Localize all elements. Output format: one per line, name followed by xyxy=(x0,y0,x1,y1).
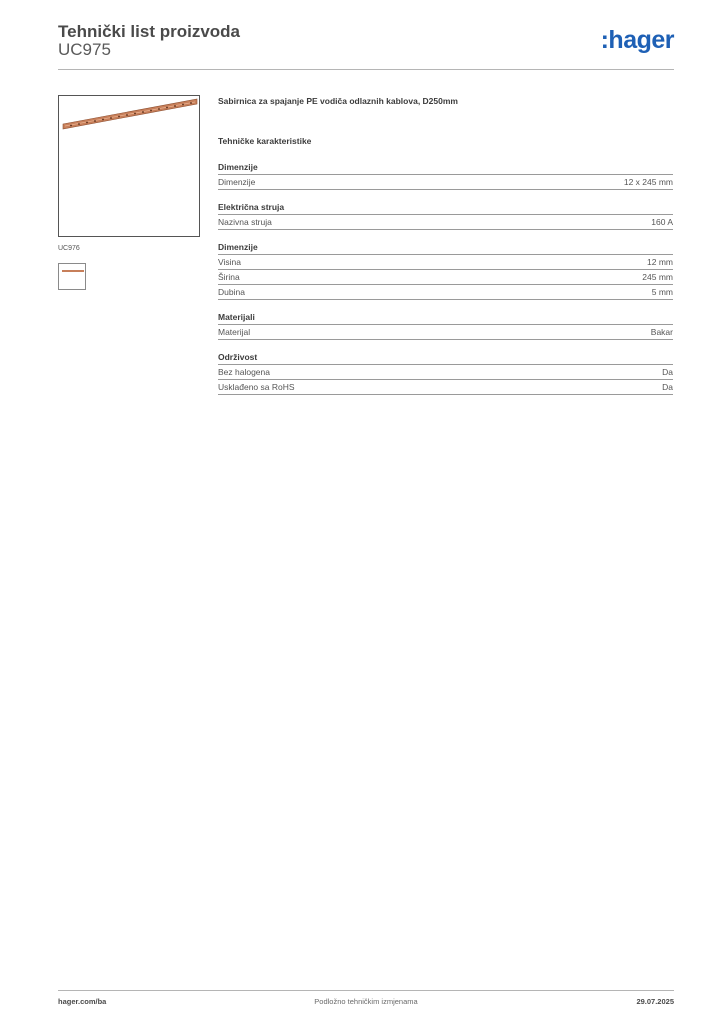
hager-logo: :hager xyxy=(600,26,674,54)
group-title: Dimenzije xyxy=(218,241,673,255)
product-code: UC975 xyxy=(58,40,111,59)
spec-group-sustainability xyxy=(218,351,673,395)
spec-value: Da xyxy=(662,382,673,392)
spec-row xyxy=(218,255,673,270)
spec-group-electric-current xyxy=(218,201,673,230)
spec-value: Da xyxy=(662,367,673,377)
copper-busbar-thumbnail xyxy=(59,264,87,291)
spec-row xyxy=(218,175,673,190)
spec-row xyxy=(218,325,673,340)
page-header xyxy=(58,20,674,70)
image-thumbnail[interactable] xyxy=(58,263,86,290)
spec-value: Bakar xyxy=(650,327,673,337)
footer-date: 29.07.2025 xyxy=(636,997,674,1006)
image-caption: UC976 xyxy=(58,245,80,252)
spec-value: 12 mm xyxy=(647,257,673,267)
spec-label: Materijal xyxy=(218,327,251,337)
group-title: Dimenzije xyxy=(218,161,673,175)
spec-row xyxy=(218,380,673,395)
spec-label: Nazivna struja xyxy=(218,217,272,227)
spec-group-dimensions-detail xyxy=(218,241,673,300)
spec-label: Dubina xyxy=(218,287,245,297)
spec-row xyxy=(218,215,673,230)
footer-divider xyxy=(58,990,674,991)
copper-busbar-image xyxy=(59,96,201,238)
spec-group-materials xyxy=(218,311,673,340)
spec-group-dimensions xyxy=(218,161,673,190)
group-title: Električna struja xyxy=(218,201,673,215)
spec-value: 245 mm xyxy=(642,272,673,282)
footer-website-link[interactable]: hager.com/ba xyxy=(58,997,107,1006)
spec-row xyxy=(218,270,673,285)
spec-row xyxy=(218,285,673,300)
spec-value: 160 A xyxy=(651,217,673,227)
group-title: Materijali xyxy=(218,311,673,325)
group-title: Održivost xyxy=(218,351,673,365)
spec-label: Bez halogena xyxy=(218,367,270,377)
product-description: Sabirnica za spajanje PE vodiča odlaznih kablova, D250mm xyxy=(218,96,458,106)
footer-note: Podložno tehničkim izmjenama xyxy=(314,997,418,1006)
section-title: Tehničke karakteristike xyxy=(218,136,312,146)
spec-row xyxy=(218,365,673,380)
header-divider xyxy=(58,69,674,70)
product-details xyxy=(218,95,673,406)
main-product-image xyxy=(58,95,200,237)
spec-value: 5 mm xyxy=(651,287,673,297)
document-title: Tehnički list proizvoda xyxy=(58,22,240,41)
spec-label: Širina xyxy=(218,272,240,282)
spec-value: 12 x 245 mm xyxy=(623,177,673,187)
spec-label: Usklađeno sa RoHS xyxy=(218,382,295,392)
spec-label: Dimenzije xyxy=(218,177,256,187)
spec-label: Visina xyxy=(218,257,241,267)
